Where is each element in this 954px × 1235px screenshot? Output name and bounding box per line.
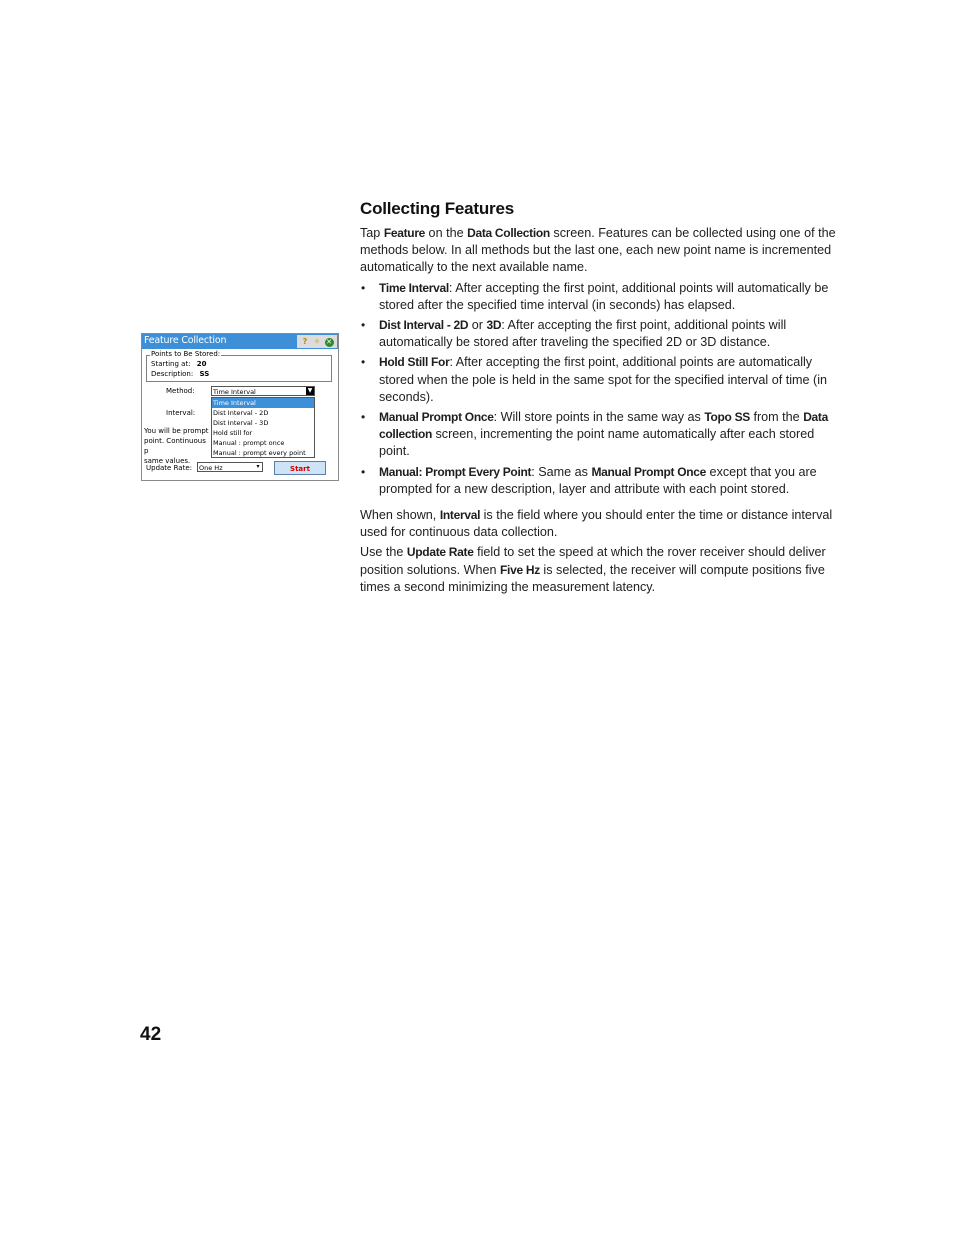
text: is selected, the receiver will compute positions five times a second minimizing the measurement latency. (360, 562, 825, 594)
text: on the (425, 226, 468, 240)
term: Manual Prompt Once (379, 410, 494, 425)
info-message (144, 426, 210, 466)
help-icon[interactable]: ? (302, 337, 308, 346)
feature-collection-screenshot (141, 333, 339, 481)
list-item (360, 317, 836, 351)
list-item (360, 280, 836, 314)
list-item[interactable]: Hold still for (213, 429, 253, 437)
text: : After accepting the first point, additional points will automatically be stored after the specified time interval (in seconds) has elapsed. (379, 280, 829, 312)
title-bar-icons (297, 335, 337, 348)
close-button[interactable] (323, 335, 335, 348)
text: : After accepting the first point, additional points are automatically stored when the pole is held in the same spot for the specified interval of time (in seconds). (379, 355, 828, 404)
start-button[interactable]: Start (274, 461, 326, 475)
method-select[interactable] (211, 386, 315, 396)
message-line: point. Continuous p (144, 437, 206, 455)
list-item (360, 354, 836, 406)
term: Interval (439, 508, 481, 523)
message-line: You will be prompt (144, 427, 209, 435)
list-item[interactable]: Time Interval (212, 398, 314, 408)
methods-list (360, 280, 836, 498)
pin-icon[interactable]: ✧ (313, 337, 321, 346)
window-title: Feature Collection (144, 335, 227, 346)
description-value: SS (199, 370, 210, 378)
method-dropdown-list (211, 397, 315, 458)
section-title: Collecting Features (360, 199, 514, 218)
term: Five Hz (500, 562, 540, 577)
term: Hold Still For (379, 355, 450, 370)
interval-paragraph (360, 507, 836, 541)
starting-value: 20 (196, 360, 207, 368)
text: : Will store points in the same way as (493, 410, 705, 425)
text: field to set the speed at which the rover receiver should deliver position solutions. When (360, 545, 826, 577)
term: Manual: Prompt Every Point (379, 464, 532, 479)
update-rate-label: Update Rate: (146, 464, 192, 472)
list-item[interactable]: Dist Interval - 3D (213, 419, 269, 427)
starting-label: Starting at: (151, 360, 191, 368)
text: from the (749, 410, 804, 425)
term: Data Collection (467, 226, 550, 240)
term: Topo SS (704, 410, 750, 425)
update-rate-select[interactable] (197, 462, 263, 472)
text: screen. Features can be collected using one of the methods below. In all methods but the last one, each new point name is incremented automatically to the next available name. (360, 226, 836, 275)
list-item[interactable]: Dist Interval - 2D (213, 409, 269, 417)
term: Manual Prompt Once (591, 464, 707, 479)
intro-paragraph (360, 225, 836, 277)
points-group (146, 350, 332, 382)
text: When shown, (360, 508, 440, 523)
term: Dist Interval - 2D (379, 318, 469, 333)
list-item (360, 409, 836, 461)
body-text (360, 225, 836, 599)
term: Update Rate (406, 545, 474, 560)
chevron-down-icon[interactable]: ▾ (254, 463, 262, 471)
update-rate-paragraph (360, 544, 836, 596)
group-legend: Points to Be Stored: (151, 350, 221, 358)
starting-row (151, 360, 207, 368)
text: : After accepting the first point, additional points will automatically be stored after traveling the specified 2D or 3D distance. (379, 318, 787, 350)
method-value: Time Interval (213, 388, 256, 396)
term: Data collection (379, 410, 828, 442)
title-bar (142, 334, 338, 349)
update-rate-value: One Hz (199, 464, 223, 472)
term: 3D (486, 318, 502, 333)
list-item (360, 464, 836, 498)
text: : Same as (531, 464, 592, 479)
term: Time Interval (379, 280, 449, 295)
term: Feature (383, 226, 426, 240)
method-label: Method: (166, 387, 195, 395)
page-number: 42 (140, 1024, 162, 1045)
close-icon: ✕ (326, 338, 332, 346)
list-item[interactable]: Manual : prompt every point (213, 449, 306, 457)
text: Tap (360, 226, 384, 240)
text: screen, incrementing the point name automatically after each stored point. (379, 427, 815, 459)
text: except that you are prompted for a new description, layer and attribute with each point stored. (379, 464, 817, 496)
list-item[interactable]: Manual : prompt once (213, 439, 285, 447)
description-row (151, 370, 209, 378)
text: or (468, 318, 487, 333)
text: is the field where you should enter the time or distance interval used for continuous data collection. (360, 508, 833, 540)
message-line: same values. (144, 457, 191, 465)
description-label: Description: (151, 370, 194, 378)
text: Use the (360, 545, 407, 560)
chevron-down-icon[interactable]: ▼ (307, 387, 313, 394)
interval-label: Interval: (166, 409, 196, 417)
